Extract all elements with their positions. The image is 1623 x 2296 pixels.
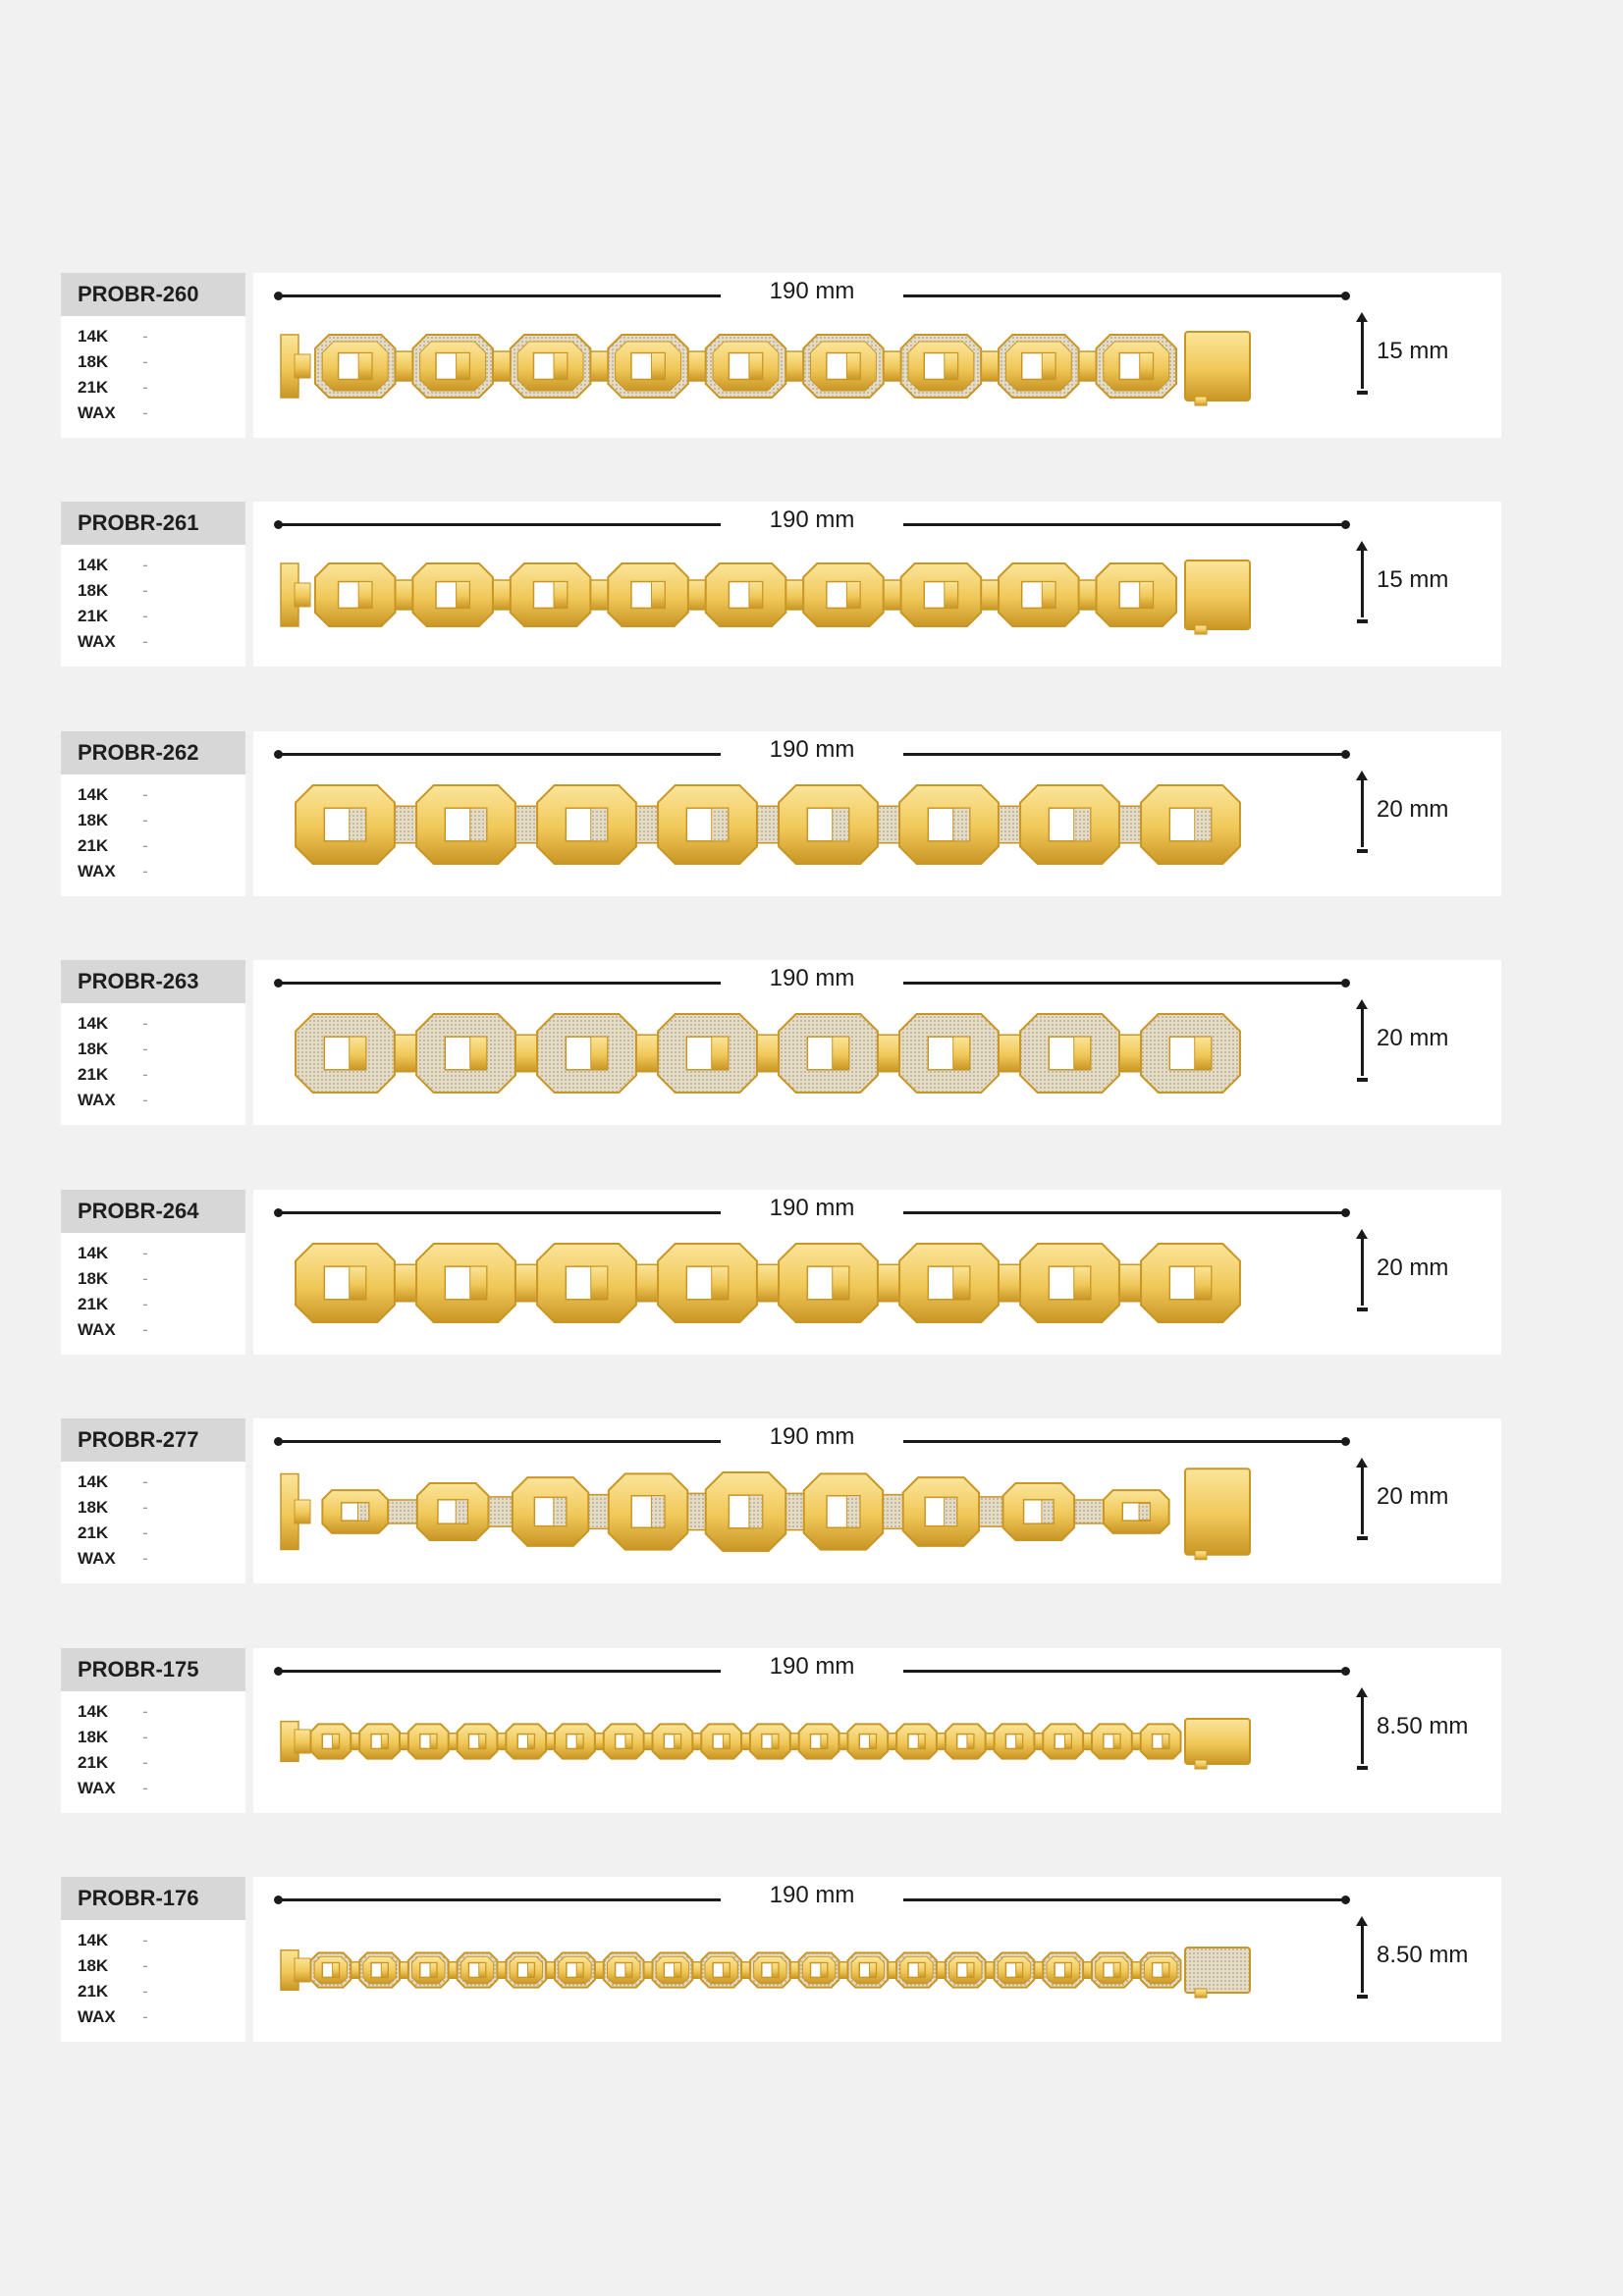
connector-bar	[1042, 582, 1055, 609]
connector-bar	[967, 1735, 974, 1749]
connector-bar	[1016, 1963, 1023, 1978]
karat-list	[78, 324, 148, 426]
connector-bar	[967, 1963, 974, 1978]
bracelet-illustration	[277, 1687, 1259, 1795]
connector-bar	[651, 353, 665, 380]
width-dimension-arrow	[1361, 549, 1364, 617]
product-visual-panel	[253, 731, 1501, 896]
karat-value: -	[142, 1295, 148, 1313]
connector-bar	[457, 353, 470, 380]
connector-bar	[1074, 808, 1091, 841]
length-dimension-line	[277, 1440, 721, 1443]
connector-bar	[1195, 1266, 1212, 1300]
karat-value: -	[142, 1065, 148, 1084]
length-dimension-line	[277, 1670, 721, 1673]
width-dimension-arrow	[1361, 1695, 1364, 1764]
product-visual-panel	[253, 960, 1501, 1125]
karat-value: -	[142, 1040, 148, 1058]
connector-bar	[846, 1496, 860, 1527]
length-label: 190 mm	[769, 278, 855, 304]
clasp-tab	[1195, 625, 1207, 634]
product-code: PROBR-263	[61, 960, 245, 1003]
connector-bar	[1163, 1735, 1169, 1749]
karat-label: 21K	[78, 1982, 109, 2001]
karat-value: -	[142, 1269, 148, 1288]
connector-bar	[1163, 1963, 1169, 1978]
connector-bar	[953, 1037, 970, 1070]
product-7	[61, 1877, 1501, 2042]
connector-bar	[333, 1735, 340, 1749]
karat-label: 14K	[78, 785, 109, 804]
product-2	[61, 731, 1501, 896]
connector-bar	[430, 1963, 437, 1978]
karat-label: WAX	[78, 1779, 116, 1797]
connector-bar	[1113, 1735, 1120, 1749]
karat-label: WAX	[78, 403, 116, 422]
karat-row	[78, 1088, 148, 1113]
karat-value: -	[142, 581, 148, 600]
length-dimension-line	[277, 753, 721, 756]
connector-bar	[358, 582, 372, 609]
connector-bar	[430, 1735, 437, 1749]
karat-row	[78, 1241, 148, 1266]
connector-bar	[945, 353, 958, 380]
connector-bar	[833, 1266, 849, 1300]
product-info-panel	[61, 502, 245, 667]
connector-bar	[1064, 1735, 1071, 1749]
length-dimension-line	[277, 294, 721, 297]
connector-bar	[833, 1037, 849, 1070]
karat-value: -	[142, 1549, 148, 1568]
connector-bar	[1064, 1963, 1071, 1978]
connector-bar	[918, 1963, 925, 1978]
connector-bar	[350, 808, 366, 841]
connector-bar	[675, 1963, 681, 1978]
connector-bar	[527, 1735, 534, 1749]
length-dimension-line	[277, 982, 721, 985]
karat-row	[78, 1495, 148, 1521]
karat-value: -	[142, 1956, 148, 1975]
width-label: 15 mm	[1377, 338, 1449, 364]
product-0	[61, 273, 1501, 438]
clasp-hook	[295, 583, 310, 607]
connector-bar	[712, 1037, 729, 1070]
karat-value: -	[142, 1472, 148, 1491]
width-dimension-arrow	[1361, 778, 1364, 847]
width-label: 20 mm	[1377, 1025, 1449, 1051]
clasp-tab	[1195, 1551, 1207, 1560]
connector-bar	[821, 1963, 828, 1978]
karat-list	[78, 553, 148, 655]
karat-label: 18K	[78, 352, 109, 371]
karat-value: -	[142, 1014, 148, 1033]
width-label: 20 mm	[1377, 796, 1449, 823]
connector-bar	[953, 808, 970, 841]
product-code: PROBR-176	[61, 1877, 245, 1920]
connector-bar	[675, 1735, 681, 1749]
connector-bar	[625, 1963, 632, 1978]
karat-label: WAX	[78, 632, 116, 651]
box-clasp	[1185, 561, 1250, 629]
product-code: PROBR-261	[61, 502, 245, 545]
connector-bar	[576, 1735, 583, 1749]
karat-list	[78, 1699, 148, 1801]
product-info-panel	[61, 273, 245, 438]
karat-label: 14K	[78, 1702, 109, 1721]
karat-row	[78, 578, 148, 604]
connector-bar	[527, 1963, 534, 1978]
karat-label: WAX	[78, 1320, 116, 1339]
connector-bar	[749, 353, 763, 380]
karat-row	[78, 2004, 148, 2030]
connector-bar	[1113, 1963, 1120, 1978]
connector-bar	[456, 1500, 467, 1523]
connector-bar	[1195, 1037, 1212, 1070]
karat-label: WAX	[78, 1549, 116, 1568]
karat-label: 14K	[78, 1244, 109, 1262]
karat-row	[78, 782, 148, 808]
karat-value: -	[142, 556, 148, 574]
karat-row	[78, 1469, 148, 1495]
product-code: PROBR-264	[61, 1190, 245, 1233]
karat-value: -	[142, 352, 148, 371]
product-5	[61, 1418, 1501, 1583]
karat-row	[78, 1750, 148, 1776]
karat-value: -	[142, 327, 148, 346]
connector-bar	[350, 1037, 366, 1070]
bracelet-illustration	[277, 312, 1259, 420]
length-dimension-line	[903, 523, 1347, 526]
clasp-tab	[1195, 1989, 1207, 1998]
karat-label: 14K	[78, 1931, 109, 1949]
connector-bar	[358, 1503, 369, 1521]
karat-row	[78, 833, 148, 859]
karat-label: 18K	[78, 1956, 109, 1975]
length-dimension-line	[903, 1211, 1347, 1214]
karat-label: 21K	[78, 378, 109, 397]
product-visual-panel	[253, 1190, 1501, 1355]
connector-bar	[945, 582, 958, 609]
connector-bar	[554, 1497, 567, 1525]
karat-row	[78, 375, 148, 400]
product-6	[61, 1648, 1501, 1813]
width-dimension-arrow	[1361, 1924, 1364, 1993]
karat-value: -	[142, 785, 148, 804]
product-code: PROBR-260	[61, 273, 245, 316]
karat-label: 21K	[78, 1753, 109, 1772]
bracelet-illustration	[277, 541, 1259, 649]
length-label: 190 mm	[769, 1882, 855, 1908]
clasp-hook	[295, 1500, 310, 1523]
karat-value: -	[142, 1091, 148, 1109]
product-visual-panel	[253, 1648, 1501, 1813]
connector-bar	[772, 1963, 779, 1978]
connector-bar	[470, 1037, 487, 1070]
connector-bar	[1140, 353, 1154, 380]
karat-row	[78, 859, 148, 884]
connector-bar	[651, 1496, 665, 1527]
karat-value: -	[142, 862, 148, 881]
connector-bar	[723, 1735, 730, 1749]
product-info-panel	[61, 960, 245, 1125]
width-dimension-arrow	[1361, 1007, 1364, 1076]
connector-bar	[591, 808, 608, 841]
karat-row	[78, 1037, 148, 1062]
box-clasp	[1185, 332, 1250, 400]
connector-bar	[591, 1266, 608, 1300]
product-visual-panel	[253, 1418, 1501, 1583]
connector-bar	[712, 808, 729, 841]
length-label: 190 mm	[769, 507, 855, 533]
connector-bar	[723, 1963, 730, 1978]
karat-label: 18K	[78, 1498, 109, 1517]
karat-list	[78, 1469, 148, 1572]
karat-value: -	[142, 607, 148, 625]
connector-bar	[576, 1963, 583, 1978]
connector-bar	[1016, 1735, 1023, 1749]
connector-bar	[333, 1963, 340, 1978]
product-code: PROBR-277	[61, 1418, 245, 1462]
karat-row	[78, 604, 148, 629]
karat-value: -	[142, 1523, 148, 1542]
product-info-panel	[61, 731, 245, 896]
connector-bar	[381, 1963, 388, 1978]
karat-value: -	[142, 1931, 148, 1949]
karat-row	[78, 1699, 148, 1725]
karat-row	[78, 1521, 148, 1546]
connector-bar	[846, 582, 860, 609]
connector-bar	[457, 582, 470, 609]
connector-bar	[1195, 808, 1212, 841]
product-1	[61, 502, 1501, 667]
karat-row	[78, 1979, 148, 2004]
connector-bar	[712, 1266, 729, 1300]
connector-bar	[1042, 353, 1055, 380]
karat-label: 14K	[78, 1014, 109, 1033]
connector-bar	[479, 1963, 486, 1978]
connector-bar	[479, 1735, 486, 1749]
product-code: PROBR-262	[61, 731, 245, 774]
karat-label: WAX	[78, 2007, 116, 2026]
connector-bar	[381, 1735, 388, 1749]
karat-value: -	[142, 1702, 148, 1721]
width-label: 20 mm	[1377, 1255, 1449, 1281]
karat-value: -	[142, 2007, 148, 2026]
karat-label: WAX	[78, 1091, 116, 1109]
karat-label: 21K	[78, 1523, 109, 1542]
connector-bar	[1139, 1504, 1150, 1521]
connector-bar	[554, 582, 568, 609]
karat-value: -	[142, 1982, 148, 2001]
clasp-hook	[295, 354, 310, 378]
width-label: 15 mm	[1377, 566, 1449, 593]
karat-row	[78, 1062, 148, 1088]
karat-value: -	[142, 1244, 148, 1262]
karat-row	[78, 1776, 148, 1801]
width-dimension-arrow	[1361, 1466, 1364, 1534]
length-label: 190 mm	[769, 1195, 855, 1221]
karat-value: -	[142, 811, 148, 829]
karat-row	[78, 1546, 148, 1572]
connector-bar	[772, 1735, 779, 1749]
karat-row	[78, 1317, 148, 1343]
width-dimension-arrow	[1361, 1237, 1364, 1306]
connector-bar	[749, 1495, 763, 1528]
karat-row	[78, 1725, 148, 1750]
clasp-hook	[295, 1958, 310, 1982]
karat-row	[78, 1928, 148, 1953]
karat-value: -	[142, 1728, 148, 1746]
karat-value: -	[142, 1779, 148, 1797]
width-label: 8.50 mm	[1377, 1942, 1469, 1968]
product-info-panel	[61, 1648, 245, 1813]
connector-bar	[358, 353, 372, 380]
bracelet-illustration	[277, 1229, 1259, 1337]
box-clasp	[1185, 1719, 1250, 1764]
width-dimension-arrow	[1361, 320, 1364, 389]
connector-bar	[870, 1963, 877, 1978]
karat-list	[78, 1011, 148, 1113]
box-clasp	[1185, 1948, 1250, 1993]
karat-row	[78, 1266, 148, 1292]
connector-bar	[749, 582, 763, 609]
connector-bar	[1074, 1037, 1091, 1070]
product-info-panel	[61, 1877, 245, 2042]
connector-bar	[350, 1266, 366, 1300]
connector-bar	[918, 1735, 925, 1749]
product-visual-panel	[253, 273, 1501, 438]
length-dimension-line	[277, 523, 721, 526]
width-label: 20 mm	[1377, 1483, 1449, 1510]
length-dimension-line	[903, 982, 1347, 985]
length-dimension-line	[903, 1670, 1347, 1673]
karat-row	[78, 349, 148, 375]
karat-label: 14K	[78, 556, 109, 574]
length-dimension-line	[903, 1898, 1347, 1901]
karat-label: 21K	[78, 607, 109, 625]
karat-list	[78, 1928, 148, 2030]
connector-bar	[953, 1266, 970, 1300]
product-3	[61, 960, 1501, 1125]
karat-value: -	[142, 1320, 148, 1339]
karat-row	[78, 1011, 148, 1037]
karat-row	[78, 629, 148, 655]
length-label: 190 mm	[769, 1653, 855, 1680]
karat-list	[78, 1241, 148, 1343]
connector-bar	[1140, 582, 1154, 609]
connector-bar	[833, 808, 849, 841]
length-label: 190 mm	[769, 1423, 855, 1450]
connector-bar	[1042, 1500, 1054, 1523]
karat-value: -	[142, 632, 148, 651]
clasp-tab	[1195, 397, 1207, 405]
product-code: PROBR-175	[61, 1648, 245, 1691]
karat-label: 18K	[78, 1269, 109, 1288]
connector-bar	[651, 582, 665, 609]
karat-row	[78, 1953, 148, 1979]
connector-bar	[470, 1266, 487, 1300]
karat-row	[78, 324, 148, 349]
karat-row	[78, 400, 148, 426]
connector-bar	[1074, 1266, 1091, 1300]
karat-value: -	[142, 1498, 148, 1517]
length-label: 190 mm	[769, 965, 855, 991]
karat-row	[78, 553, 148, 578]
connector-bar	[821, 1735, 828, 1749]
product-info-panel	[61, 1190, 245, 1355]
connector-bar	[470, 808, 487, 841]
connector-bar	[625, 1735, 632, 1749]
karat-label: 18K	[78, 1040, 109, 1058]
bracelet-illustration	[277, 771, 1259, 879]
karat-label: WAX	[78, 862, 116, 881]
length-dimension-line	[903, 1440, 1347, 1443]
karat-label: 21K	[78, 836, 109, 855]
connector-bar	[591, 1037, 608, 1070]
karat-label: 18K	[78, 1728, 109, 1746]
karat-label: 18K	[78, 581, 109, 600]
karat-label: 21K	[78, 1065, 109, 1084]
karat-value: -	[142, 403, 148, 422]
box-clasp	[1185, 1468, 1250, 1555]
karat-label: 14K	[78, 1472, 109, 1491]
product-visual-panel	[253, 502, 1501, 667]
bracelet-illustration	[277, 1916, 1259, 2024]
product-4	[61, 1190, 1501, 1355]
length-dimension-line	[903, 753, 1347, 756]
bracelet-illustration	[277, 1458, 1259, 1566]
connector-bar	[870, 1735, 877, 1749]
bracelet-illustration	[277, 999, 1259, 1107]
karat-list	[78, 782, 148, 884]
clasp-tab	[1195, 1760, 1207, 1769]
width-label: 8.50 mm	[1377, 1713, 1469, 1739]
karat-value: -	[142, 1753, 148, 1772]
clasp-hook	[295, 1730, 310, 1753]
connector-bar	[554, 353, 568, 380]
karat-value: -	[142, 836, 148, 855]
karat-label: 21K	[78, 1295, 109, 1313]
product-visual-panel	[253, 1877, 1501, 2042]
product-info-panel	[61, 1418, 245, 1583]
connector-bar	[945, 1497, 957, 1525]
length-dimension-line	[277, 1898, 721, 1901]
length-dimension-line	[903, 294, 1347, 297]
karat-label: 14K	[78, 327, 109, 346]
karat-row	[78, 808, 148, 833]
connector-bar	[846, 353, 860, 380]
length-dimension-line	[277, 1211, 721, 1214]
karat-value: -	[142, 378, 148, 397]
karat-row	[78, 1292, 148, 1317]
length-label: 190 mm	[769, 736, 855, 763]
karat-label: 18K	[78, 811, 109, 829]
